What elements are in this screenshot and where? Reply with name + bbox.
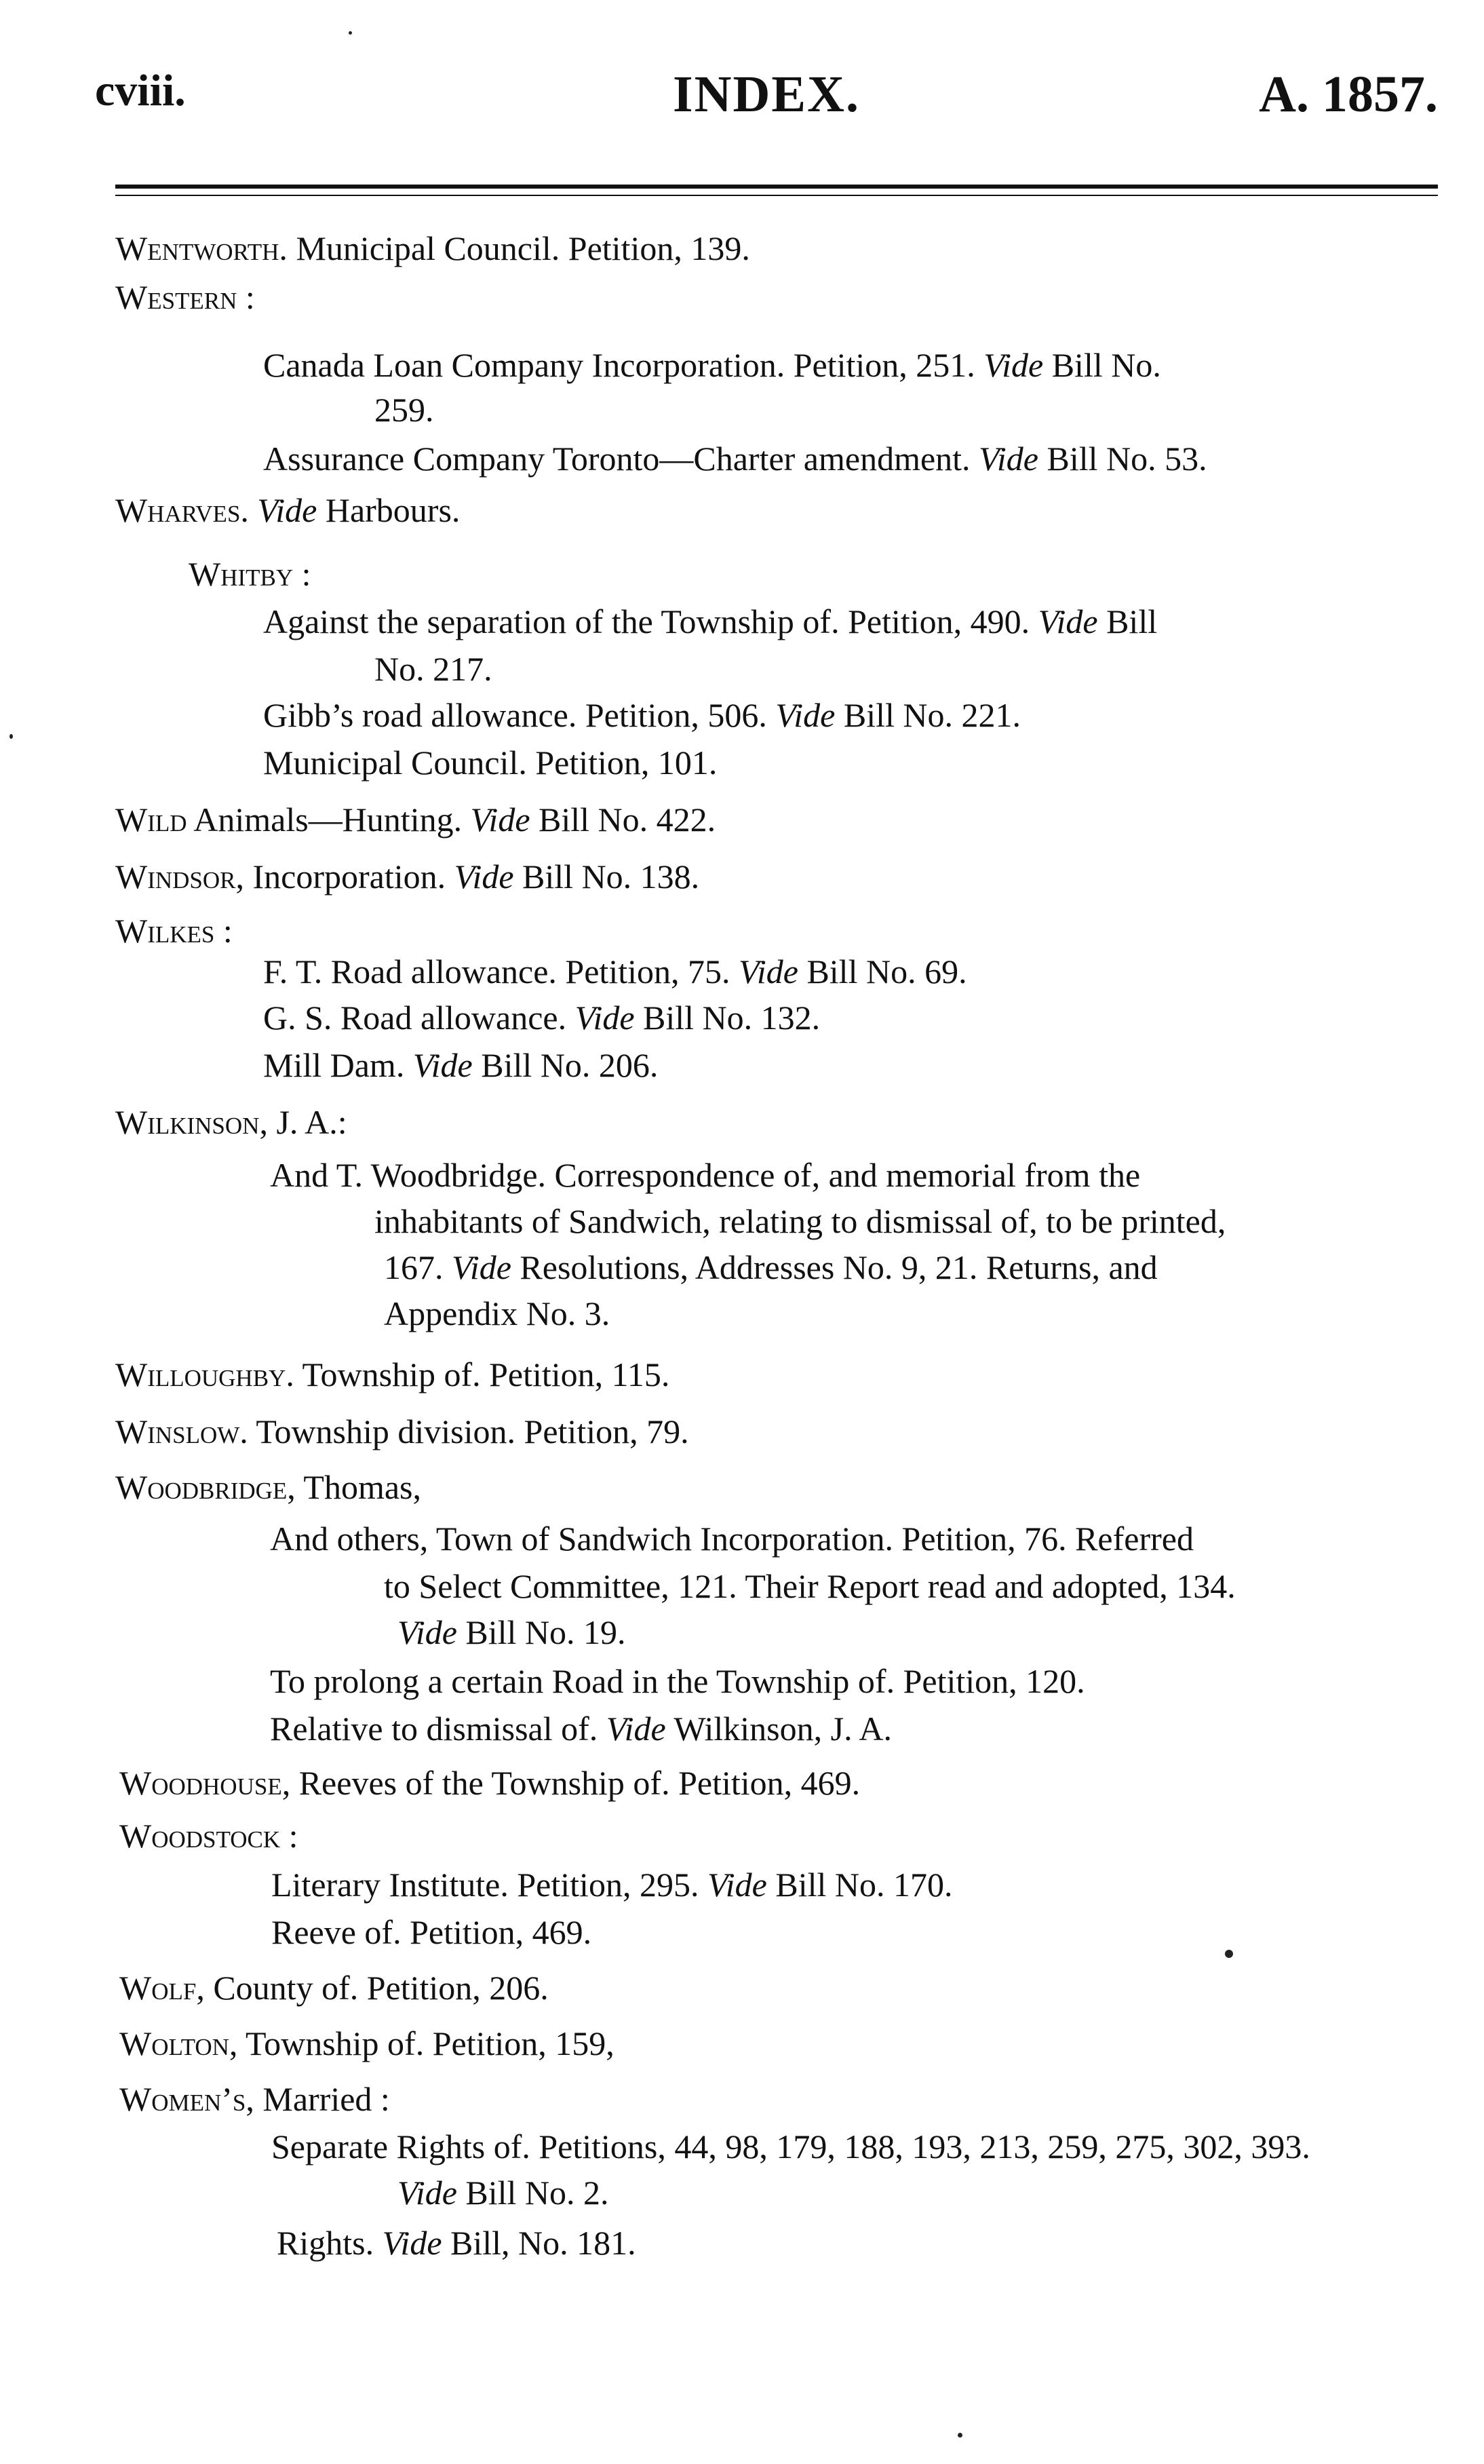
entry-text: 167. [384,1248,444,1286]
vide-reference: Vide [739,952,798,990]
entry-text: F. T. Road allowance. Petition, 75. [263,952,730,990]
entry-text: No. 217. [374,650,492,688]
entry-heading: Wild [115,801,187,839]
entry-text: to Select Committee, 121. Their Report read and adopted, 134. [384,1567,1236,1605]
ink-speck [958,2433,962,2438]
entry-reference: Bill No. 422. [539,801,716,839]
index-entry [119,1815,298,1856]
vide-reference: Vide [257,491,317,529]
index-subentry-continuation [384,1247,1158,1288]
index-subentry [271,2126,1310,2167]
entry-text: inhabitants of Sandwich, relating to dismissal of, to be printed, [374,1202,1226,1240]
index-entry [115,1467,421,1507]
ink-speck [9,734,13,739]
index-subentry [263,695,1021,735]
header-rule-thin [115,195,1438,196]
entry-reference: Wilkinson, J. A. [673,1710,892,1748]
index-subentry-continuation [384,1566,1236,1606]
vide-reference: Vide [983,346,1044,384]
index-subentry [277,2222,636,2263]
entry-text: Reeve of. Petition, 469. [271,1913,592,1951]
vide-reference: Vide [397,1613,457,1651]
index-entry [115,799,716,840]
entry-reference: Bill, No. 181. [450,2224,636,2262]
entry-heading: Woodhouse, [119,1764,291,1802]
entry-heading: Woodstock : [119,1817,298,1855]
index-subentry [263,951,967,992]
index-entry [115,277,255,317]
entry-text: Municipal Council. Petition, 139. [296,229,750,267]
entry-text: County of. Petition, 206. [213,1969,549,2007]
index-subentry [263,742,717,783]
index-entry [115,856,699,897]
entry-text: Reeves of the Township of. Petition, 469. [298,1764,861,1802]
entry-reference: Bill No. 2. [465,2174,609,2212]
entry-reference: Harbours. [325,491,461,529]
entry-reference: Bill No. 53. [1047,440,1207,478]
entry-heading: Wilkinson, [115,1103,268,1141]
index-subentry [263,601,1157,642]
entry-heading: Winslow. [115,1412,248,1450]
index-entry [115,490,460,531]
entry-heading: Whitby : [189,555,311,593]
entry-text: Separate Rights of. Petitions, 44, 98, 179, 188, 193, 213, 259, 275, 302, 393. [271,2128,1310,2165]
vide-reference: Vide [397,2174,457,2212]
entry-heading: Western : [115,278,255,316]
entry-reference: Bill No. 19. [465,1613,626,1651]
index-subentry-continuation [384,1293,610,1334]
index-entry [115,1411,689,1452]
entry-heading: Wentworth. [115,229,288,267]
page-year: A. 1857. [1259,66,1438,123]
ink-speck [1225,1950,1233,1958]
entry-text: G. S. Road allowance. [263,999,567,1037]
index-subentry [270,1155,1140,1195]
entry-text: Township of. Petition, 115. [302,1355,670,1393]
entry-reference: Bill No. 206. [481,1046,659,1084]
vide-reference: Vide [979,440,1038,478]
index-entry [115,910,233,951]
entry-heading: Woodbridge, [115,1468,296,1506]
index-subentry [263,345,1161,385]
index-subentry-continuation [374,389,434,430]
index-entry [119,1967,549,2008]
header-rule [115,185,1438,189]
entry-heading: Women’s, [119,2080,254,2118]
entry-text: To prolong a certain Road in the Township of. Petition, 120. [270,1662,1085,1700]
entry-reference: Bill No. 170. [775,1866,953,1904]
entry-text: Married : [262,2080,390,2118]
index-subentry [271,1912,591,1952]
entry-heading: Wolton, [119,2024,238,2062]
index-subentry [270,1708,892,1749]
entry-text: Township division. Petition, 79. [256,1412,689,1450]
vide-reference: Vide [470,801,530,839]
entry-text: Gibb’s road allowance. Petition, 506. [263,696,767,734]
entry-reference: Bill No. 69. [806,952,967,990]
entry-text: Animals—Hunting. [193,801,463,839]
index-entry [115,1354,669,1395]
entry-text: Thomas, [303,1468,421,1506]
entry-text: Literary Institute. Petition, 295. [271,1866,699,1904]
entry-reference: Bill No. [1051,346,1161,384]
vide-reference: Vide [382,2224,442,2262]
index-subentry-continuation [397,1612,626,1653]
entry-heading: Wharves. [115,491,249,529]
index-subentry [263,1045,658,1085]
entry-heading: Windsor, [115,858,244,896]
index-subentry [263,997,820,1038]
vide-reference: Vide [1038,602,1098,640]
entry-text: Canada Loan Company Incorporation. Petition, 251. [263,346,975,384]
entry-text: Assurance Company Toronto—Charter amendment. [263,440,971,478]
entry-text: Against the separation of the Township of. Petition, 490. [263,602,1030,640]
index-subentry [263,438,1207,479]
index-entry [189,554,311,594]
index-entry [119,1763,860,1803]
entry-text: Relative to dismissal of. [270,1710,598,1748]
page-folio: cviii. [95,66,186,115]
entry-reference: Bill No. 138. [522,858,700,896]
entry-text: Municipal Council. Petition, 101. [263,744,718,782]
entry-text: And others, Town of Sandwich Incorporation. Petition, 76. Referred [270,1520,1194,1558]
index-subentry-continuation [374,1201,1226,1241]
entry-text: Incorporation. [252,858,446,896]
vide-reference: Vide [412,1046,473,1084]
entry-text: Township of. Petition, 159, [246,2024,614,2062]
index-entry [119,2023,614,2064]
index-subentry [270,1661,1085,1701]
index-entry [119,2079,390,2119]
vide-reference: Vide [606,1710,666,1748]
vide-reference: Vide [454,858,514,896]
index-subentry-continuation [397,2172,609,2213]
entry-reference: Bill No. 221. [843,696,1021,734]
page-title: INDEX. [673,66,860,123]
index-subentry-continuation [374,649,492,689]
vide-reference: Vide [775,696,836,734]
entry-text: Appendix No. 3. [384,1294,610,1332]
vide-reference: Vide [574,999,635,1037]
entry-text: J. A.: [276,1103,347,1141]
vide-reference: Vide [707,1866,767,1904]
entry-heading: Wolf, [119,1969,205,2007]
vide-reference: Vide [452,1248,511,1286]
entry-heading: Wilkes : [115,912,233,950]
entry-text: 259. [374,391,434,429]
entry-reference: Resolutions, Addresses No. 9, 21. Returns, and [520,1248,1158,1286]
index-entry [115,228,750,269]
entry-reference: Bill No. 132. [643,999,821,1037]
entry-text: And T. Woodbridge. Correspondence of, and memorial from the [270,1156,1141,1194]
running-header [95,65,1438,140]
ink-speck [349,31,352,35]
index-subentry [271,1864,953,1905]
entry-reference: Bill [1106,602,1158,640]
entry-text: Mill Dam. [263,1046,405,1084]
entry-text: Rights. [277,2224,374,2262]
index-entry [115,1102,347,1142]
index-subentry [270,1518,1194,1559]
entry-heading: Willoughby. [115,1355,294,1393]
